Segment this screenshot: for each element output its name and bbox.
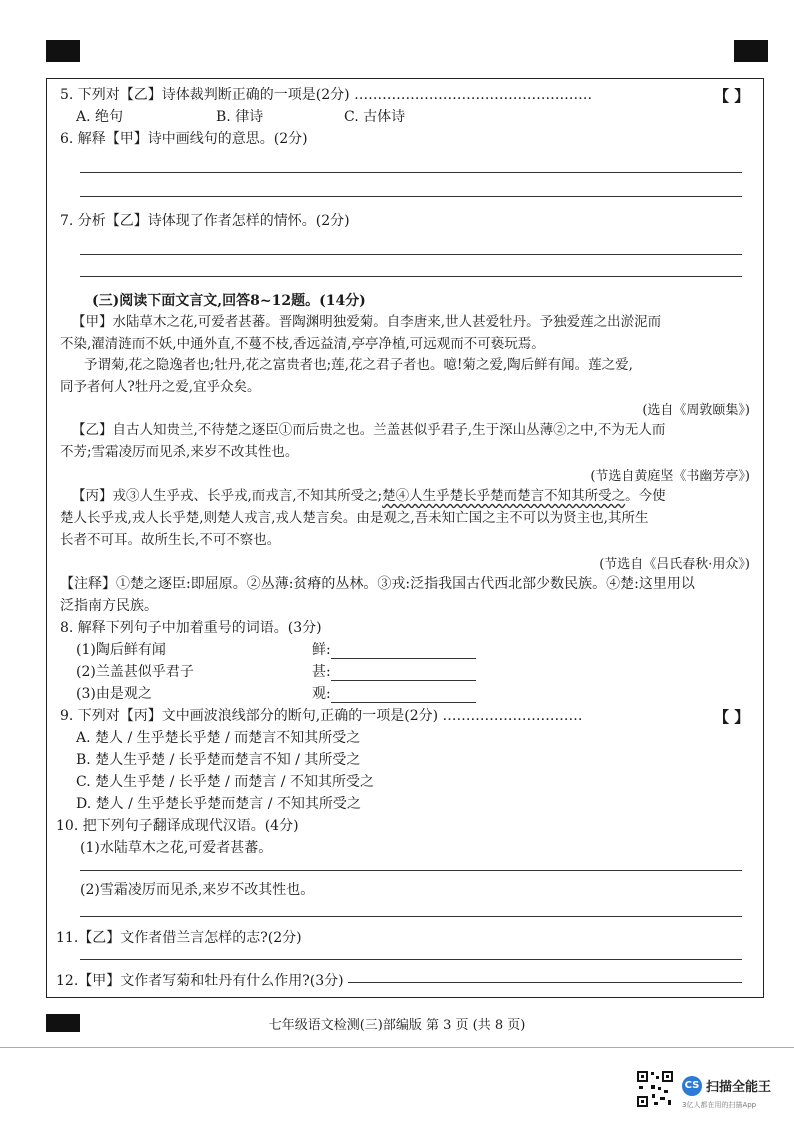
jia-line-3: 予谓菊,花之隐逸者也;牡丹,花之富贵者也;莲,花之君子者也。噫!菊之爱,陶后鲜有闻。莲之爱, — [84, 357, 633, 373]
q7-answer-line-2[interactable] — [80, 276, 742, 277]
q10-answer-line-2[interactable] — [80, 916, 742, 917]
q6-stem: 6. 解释【甲】诗中画线句的意思。(2分) — [60, 131, 308, 147]
notes-line-1: 【注释】①楚之逐臣:即屈原。②丛薄:贫瘠的丛林。③戎:泛指我国古代西北部少数民族。④楚:这里用以 — [60, 576, 695, 592]
q10-stem: 10. 把下列句子翻译成现代汉语。(4分) — [56, 818, 299, 834]
section-3-heading: (三)阅读下面文言文,回答8~12题。(14分) — [92, 293, 366, 309]
q9-option-b: B. 楚人生乎楚 / 长乎楚而楚言不知 / 其所受之 — [76, 752, 361, 768]
q9-stem: 9. 下列对【丙】文中画波浪线部分的断句,正确的一项是(2分) ………………………… — [60, 708, 583, 724]
bing-source: (节选自《吕氏春秋·用众》) — [599, 557, 750, 572]
q6-answer-line-1[interactable] — [80, 172, 742, 173]
bing-line-1 — [72, 487, 666, 505]
corner-marker-top-right — [734, 40, 768, 62]
q11-stem: 11.【乙】文作者借兰言怎样的志?(2分) — [56, 930, 302, 946]
yi-source: (节选自黄庭坚《书幽芳亭》) — [590, 469, 750, 484]
q12-stem: 12.【甲】文作者写菊和牡丹有什么作用?(3分) — [56, 972, 348, 990]
q9-option-a: A. 楚人 / 生乎楚长乎楚 / 而楚言不知其所受之 — [76, 730, 361, 746]
q11-answer-line-1[interactable] — [80, 959, 742, 960]
q5-option-c: C. 古体诗 — [344, 109, 406, 125]
camscanner-name: 扫描全能王 — [706, 1080, 772, 1095]
page-footer: 七年级语文检测(三)部编版 第 3 页 (共 8 页) — [268, 1018, 526, 1033]
jia-line-1: 【甲】水陆草木之花,可爱者甚蕃。晋陶渊明独爱菊。自李唐来,世人甚爱牡丹。予独爱莲之出淤泥而 — [72, 314, 662, 330]
jia-source: (选自《周敦颐集》) — [642, 403, 750, 418]
q8-item-2: (2)兰盖甚似乎君子 — [76, 664, 194, 680]
q10-sentence-2: (2)雪霜凌厉而见杀,来岁不改其性也。 — [80, 882, 315, 898]
q8-item-1-answer[interactable]: 鲜: — [312, 641, 476, 659]
q5-answer-bracket[interactable]: 【 】 — [714, 87, 750, 105]
q8-stem: 8. 解释下列句子中加着重号的词语。(3分) — [60, 620, 322, 636]
jia-line-4: 同予者何人?牡丹之爱,宜乎众矣。 — [60, 379, 261, 395]
corner-marker-top-left — [46, 40, 80, 62]
q5-option-a: A. 绝句 — [76, 109, 124, 125]
q8-item-3-answer[interactable]: 观: — [312, 685, 476, 703]
q9-option-d: D. 楚人 / 生乎楚长乎楚而楚言 / 不知其所受之 — [76, 796, 361, 812]
yi-line-1: 【乙】自古人知贵兰,不待楚之逐臣①而后贵之也。兰盖甚似乎君子,生于深山丛薄②之中,不为无人而 — [72, 422, 666, 438]
q7-stem: 7. 分析【乙】诗体现了作者怎样的情怀。(2分) — [60, 213, 350, 229]
q5-stem: 5. 下列对【乙】诗体裁判断正确的一项是(2分) …………………………………………… — [60, 87, 593, 103]
jia-line-2: 不染,濯清涟而不妖,中通外直,不蔓不枝,香远益清,亭亭净植,可远观而不可亵玩焉。 — [60, 336, 545, 352]
q5-option-b: B. 律诗 — [216, 109, 264, 125]
q10-sentence-1: (1)水陆草木之花,可爱者甚蕃。 — [80, 840, 273, 856]
q10-answer-line-1[interactable] — [80, 870, 742, 871]
bing-line-3: 长者不可耳。故所生长,不可不察也。 — [60, 532, 281, 548]
bing-line-1-start: 【丙】戎③人生乎戎、长乎戎,而戎言,不知其所受之; — [72, 488, 383, 504]
q9-answer-bracket[interactable]: 【 】 — [714, 708, 750, 726]
q7-answer-line-1[interactable] — [80, 254, 742, 255]
camscanner-tagline: 3亿人都在用的扫描App — [682, 1101, 757, 1109]
camscanner-logo-icon: CS — [682, 1076, 702, 1096]
bing-line-1-end: 。今使 — [625, 488, 666, 504]
q6-answer-line-2[interactable] — [80, 196, 742, 197]
bing-wavy-underlined-sentence: 楚④人生乎楚长乎楚而楚言不知其所受之 — [382, 488, 626, 504]
scan-separator-line — [0, 1047, 794, 1048]
qr-code-icon — [636, 1070, 674, 1108]
q8-item-3: (3)由是观之 — [76, 686, 152, 702]
notes-line-2: 泛指南方民族。 — [60, 598, 158, 614]
q9-option-c: C. 楚人生乎楚 / 长乎楚 / 而楚言 / 不知其所受之 — [76, 774, 374, 790]
bing-line-2: 楚人长乎戎,戎人长乎楚,则楚人戎言,戎人楚言矣。由是观之,吾未知亡国之主不可以为贤主也,其所生 — [60, 510, 649, 526]
yi-line-2: 不芳;雪霜凌厉而见杀,来岁不改其性也。 — [60, 444, 299, 460]
q8-item-2-answer[interactable]: 甚: — [312, 663, 476, 681]
q8-item-1: (1)陶后鲜有闻 — [76, 642, 166, 658]
